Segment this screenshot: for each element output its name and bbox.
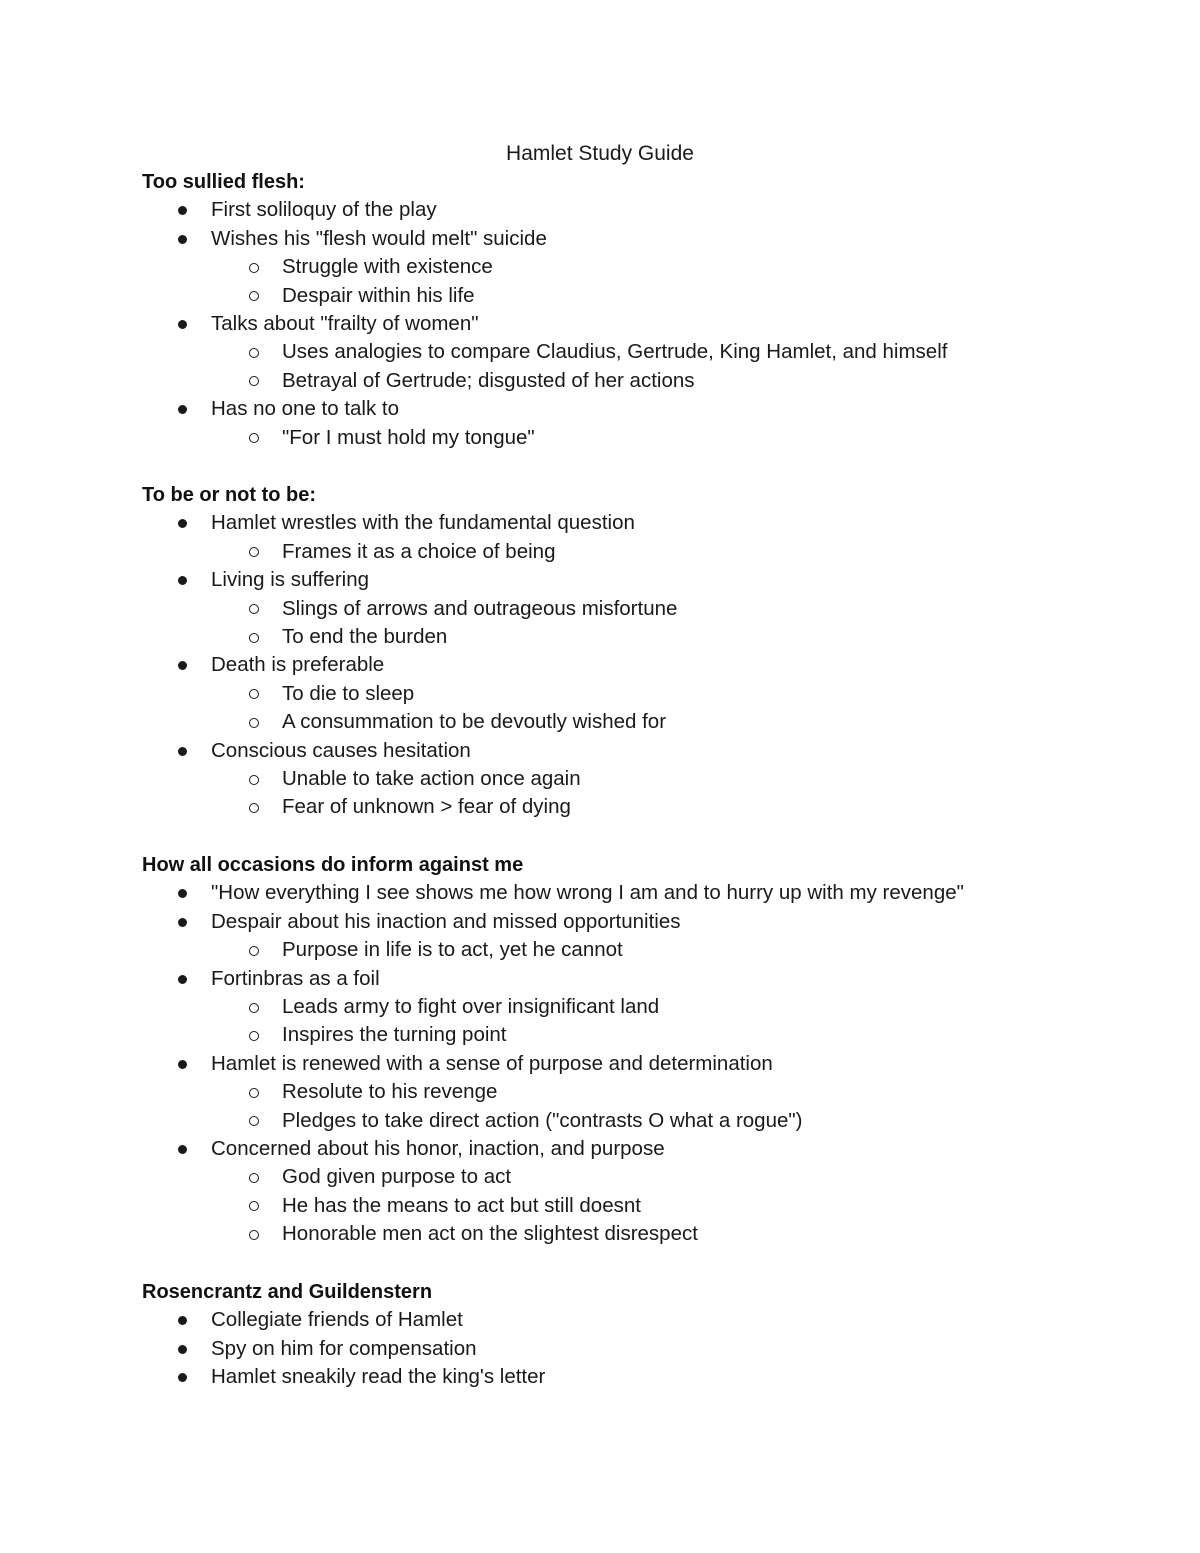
bullet-circle-icon	[249, 633, 259, 643]
sub-list-item: Pledges to take direct action ("contrasts O what a rogue")	[282, 1108, 803, 1132]
bullet-circle-icon	[249, 604, 259, 614]
list-item: Despair about his inaction and missed opportunities	[211, 909, 681, 933]
bullet-disc-icon	[178, 1060, 187, 1069]
bullet-circle-icon	[249, 803, 259, 813]
bullet-disc-icon	[178, 661, 187, 670]
list-item: Living is suffering	[211, 568, 370, 592]
sub-list-item: Leads army to fight over insignificant land	[282, 995, 660, 1018]
bullet-circle-icon	[249, 291, 259, 301]
list-item: Wishes his "flesh would melt" suicide	[211, 226, 547, 250]
bullet-circle-icon	[249, 1031, 259, 1041]
sub-list-item: "For I must hold my tongue"	[282, 425, 535, 449]
bullet-circle-icon	[249, 1230, 259, 1240]
bullet-disc-icon	[178, 889, 187, 898]
sub-list-item: To end the burden	[282, 625, 448, 648]
bullet-disc-icon	[178, 1345, 187, 1354]
bullet-circle-icon	[249, 775, 259, 785]
list-item: Death is preferable	[211, 653, 385, 677]
list-item: Fortinbras as a foil	[211, 966, 380, 990]
bullet-circle-icon	[249, 689, 259, 699]
sub-list-item: To die to sleep	[282, 681, 415, 705]
bullet-circle-icon	[249, 1003, 259, 1013]
section-heading: How all occasions do inform against me	[142, 854, 524, 876]
sub-list-item: He has the means to act but still doesnt	[282, 1193, 641, 1217]
sub-list-item: Unable to take action once again	[282, 767, 581, 790]
list-item: Concerned about his honor, inaction, and purpose	[211, 1137, 665, 1160]
sub-list-item: Struggle with existence	[282, 255, 493, 279]
sub-list-item: Despair within his life	[282, 283, 475, 307]
bullet-circle-icon	[249, 348, 259, 358]
bullet-disc-icon	[178, 1373, 187, 1382]
bullet-disc-icon	[178, 747, 187, 756]
bullet-circle-icon	[249, 718, 259, 728]
bullet-circle-icon	[249, 1116, 259, 1126]
sub-list-item: Resolute to his revenge	[282, 1080, 498, 1104]
bullet-disc-icon	[178, 206, 187, 215]
section-heading: To be or not to be:	[142, 484, 317, 506]
list-item: Has no one to talk to	[211, 397, 400, 421]
section-heading: Too sullied flesh:	[142, 171, 305, 193]
list-item: "How everything I see shows me how wrong I am and to hurry up with my revenge"	[211, 881, 964, 905]
bullet-disc-icon	[178, 1145, 187, 1154]
sub-list-item: Fear of unknown > fear of dying	[282, 795, 571, 819]
sub-list-item: Honorable men act on the slightest disrespect	[282, 1222, 698, 1246]
sub-list-item: A consummation to be devoutly wished for	[282, 710, 667, 734]
bullet-disc-icon	[178, 576, 187, 585]
bullet-circle-icon	[249, 1201, 259, 1211]
sub-list-item: Inspires the turning point	[282, 1023, 507, 1047]
bullet-circle-icon	[249, 433, 259, 443]
bullet-disc-icon	[178, 918, 187, 927]
sub-list-item: Betrayal of Gertrude; disgusted of her actions	[282, 368, 695, 392]
section-heading: Rosencrantz and Guildenstern	[142, 1281, 433, 1303]
sub-list-item: God given purpose to act	[282, 1165, 512, 1189]
bullet-disc-icon	[178, 1316, 187, 1325]
list-item: Talks about "frailty of women"	[211, 312, 479, 335]
bullet-circle-icon	[249, 1173, 259, 1183]
bullet-circle-icon	[249, 946, 259, 956]
list-item: Conscious causes hesitation	[211, 738, 471, 762]
list-item: Hamlet wrestles with the fundamental question	[211, 511, 635, 535]
document-title: Hamlet Study Guide	[506, 142, 694, 165]
bullet-circle-icon	[249, 263, 259, 273]
bullet-disc-icon	[178, 519, 187, 528]
bullet-circle-icon	[249, 1088, 259, 1098]
bullet-disc-icon	[178, 405, 187, 414]
bullet-disc-icon	[178, 235, 187, 244]
sub-list-item: Frames it as a choice of being	[282, 539, 556, 563]
list-item: Hamlet is renewed with a sense of purpose and determination	[211, 1051, 773, 1075]
bullet-circle-icon	[249, 547, 259, 557]
bullet-disc-icon	[178, 975, 187, 984]
sub-list-item: Purpose in life is to act, yet he cannot	[282, 938, 623, 962]
bullet-circle-icon	[249, 376, 259, 386]
list-item: Hamlet sneakily read the king's letter	[211, 1365, 546, 1389]
list-item: Collegiate friends of Hamlet	[211, 1308, 463, 1332]
sub-list-item: Slings of arrows and outrageous misfortune	[282, 596, 678, 620]
list-item: Spy on him for compensation	[211, 1336, 477, 1360]
sub-list-item: Uses analogies to compare Claudius, Gertrude, King Hamlet, and himself	[282, 340, 948, 364]
bullet-disc-icon	[178, 320, 187, 329]
list-item: First soliloquy of the play	[211, 198, 437, 222]
